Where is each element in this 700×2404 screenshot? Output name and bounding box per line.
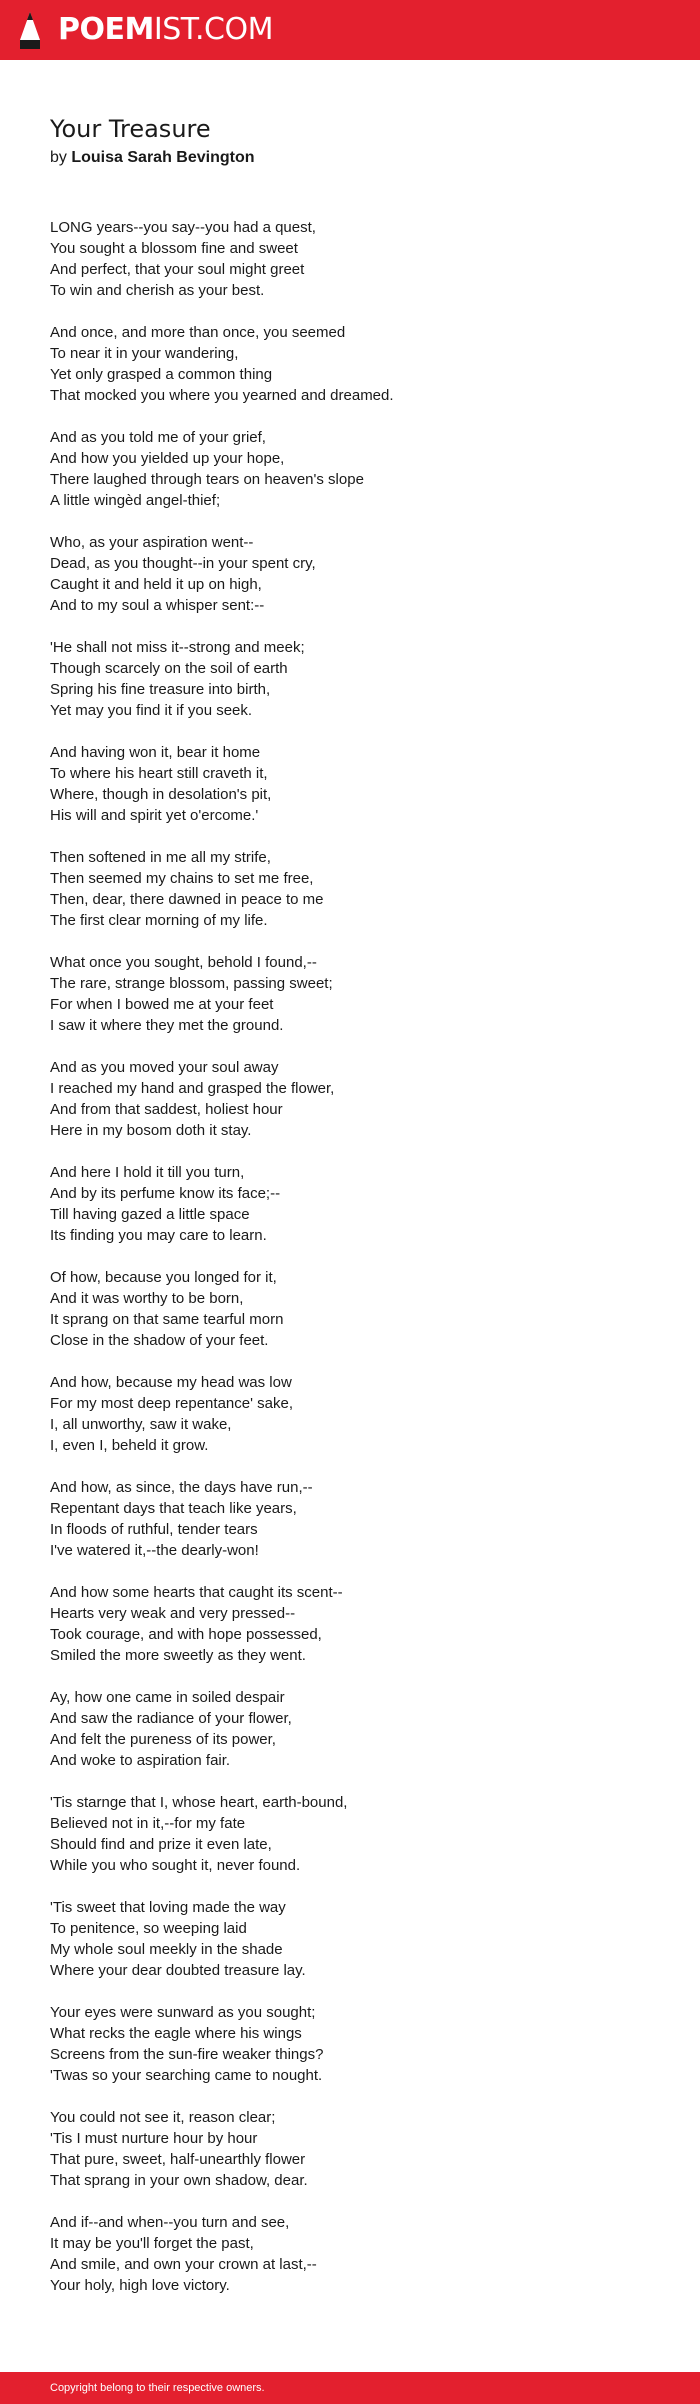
poem-line: I've watered it,--the dearly-won!: [50, 1542, 259, 1559]
stanza: [50, 322, 650, 406]
poem-line: To penitence, so weeping laid: [50, 1920, 247, 1937]
poem-line: Where, though in desolation's pit,: [50, 786, 272, 803]
poem-line: And smile, and own your crown at last,--: [50, 2256, 317, 2273]
author-name: Louisa Sarah Bevington: [71, 149, 255, 166]
stanza: [50, 1582, 650, 1666]
poem-line: Should find and prize it even late,: [50, 1836, 272, 1853]
poem-line: Your eyes were sunward as you sought;: [50, 2004, 316, 2021]
poem-line: You could not see it, reason clear;: [50, 2109, 276, 2126]
stanza: [50, 952, 650, 1036]
poem-line: And here I hold it till you turn,: [50, 1164, 245, 1181]
stanza: [50, 532, 650, 616]
stanza: [50, 427, 650, 511]
poem-line: LONG years--you say--you had a quest,: [50, 219, 316, 236]
poem-line: Till having gazed a little space: [50, 1206, 250, 1223]
stanza: [50, 742, 650, 826]
poem-line: And to my soul a whisper sent:--: [50, 597, 265, 614]
poem-line: And once, and more than once, you seemed: [50, 324, 346, 341]
poem-line: 'Twas so your searching came to nought.: [50, 2067, 323, 2084]
poem-line: Believed not in it,--for my fate: [50, 1815, 246, 1832]
stanza: [50, 1057, 650, 1141]
poem-line: You sought a blossom fine and sweet: [50, 240, 298, 257]
site-logo[interactable]: [58, 12, 273, 47]
poem-line: What recks the eagle where his wings: [50, 2025, 302, 2042]
poem-line: 'He shall not miss it--strong and meek;: [50, 639, 305, 656]
stanza: [50, 1477, 650, 1561]
poem-line: And having won it, bear it home: [50, 744, 261, 761]
poem-line: And as you told me of your grief,: [50, 429, 266, 446]
poem-line: In floods of ruthful, tender tears: [50, 1521, 258, 1538]
poem-line: My whole soul meekly in the shade: [50, 1941, 283, 1958]
poem-line: Your holy, high love victory.: [50, 2277, 230, 2294]
poem-line: And it was worthy to be born,: [50, 1290, 244, 1307]
stanza: [50, 1267, 650, 1351]
poem-line: For when I bowed me at your feet: [50, 996, 274, 1013]
poem-line: Caught it and held it up on high,: [50, 576, 262, 593]
poem-line: And how you yielded up your hope,: [50, 450, 285, 467]
poem-line: To where his heart still craveth it,: [50, 765, 268, 782]
poem-line: Repentant days that teach like years,: [50, 1500, 297, 1517]
poem-line: Yet only grasped a common thing: [50, 366, 273, 383]
poem-line: For my most deep repentance' sake,: [50, 1395, 293, 1412]
stanza: [50, 217, 650, 301]
poem-line: 'Tis starnge that I, whose heart, earth-bound,: [50, 1794, 348, 1811]
stanza: [50, 2002, 650, 2086]
poem-line: That pure, sweet, half-unearthly flower: [50, 2151, 306, 2168]
stanza: [50, 1372, 650, 1456]
poem-line: I, even I, beheld it grow.: [50, 1437, 209, 1454]
poem-line: Smiled the more sweetly as they went.: [50, 1647, 306, 1664]
poem-line: And perfect, that your soul might greet: [50, 261, 305, 278]
stanza: [50, 847, 650, 931]
poem-line: Yet may you find it if you seek.: [50, 702, 253, 719]
poem-line: Then seemed my chains to set me free,: [50, 870, 314, 887]
stanza: [50, 1687, 650, 1771]
byline: [50, 147, 650, 169]
poem-line: A little wingèd angel-thief;: [50, 492, 221, 509]
poem-line: And from that saddest, holiest hour: [50, 1101, 283, 1118]
stanza: [50, 1162, 650, 1246]
poem-line: Took courage, and with hope possessed,: [50, 1626, 322, 1643]
stanza: [50, 2212, 650, 2296]
poem-line: His will and spirit yet o'ercome.': [50, 807, 259, 824]
copyright-text: Copyright belong to their respective owners.: [50, 2382, 265, 2394]
stanza: [50, 637, 650, 721]
pencil-tip-icon: [18, 10, 42, 50]
logo-light-text: IST.COM: [153, 12, 273, 47]
poem-line: Ay, how one came in soiled despair: [50, 1689, 285, 1706]
stanza: [50, 2107, 650, 2191]
logo-bold-text: POEM: [58, 12, 154, 47]
by-label: by: [50, 149, 67, 166]
site-header: [0, 0, 700, 60]
poem-line: The first clear morning of my life.: [50, 912, 268, 929]
poem-line: Hearts very weak and very pressed--: [50, 1605, 296, 1622]
poem-line: I reached my hand and grasped the flower,: [50, 1080, 335, 1097]
poem-line: And if--and when--you turn and see,: [50, 2214, 290, 2231]
poem-line: That mocked you where you yearned and dreamed.: [50, 387, 394, 404]
poem-line: That sprang in your own shadow, dear.: [50, 2172, 308, 2189]
poem-line: It sprang on that same tearful morn: [50, 1311, 284, 1328]
poem-line: Though scarcely on the soil of earth: [50, 660, 288, 677]
poem-line: What once you sought, behold I found,--: [50, 954, 317, 971]
stanza: [50, 1897, 650, 1981]
poem-content: [50, 113, 650, 2317]
poem-line: Where your dear doubted treasure lay.: [50, 1962, 306, 1979]
poem-line: And how, as since, the days have run,--: [50, 1479, 313, 1496]
poem-line: To near it in your wandering,: [50, 345, 239, 362]
site-footer: [0, 2372, 700, 2404]
poem-line: And felt the pureness of its power,: [50, 1731, 276, 1748]
poem-line: Spring his fine treasure into birth,: [50, 681, 271, 698]
poem-line: The rare, strange blossom, passing sweet;: [50, 975, 333, 992]
poem-line: I, all unworthy, saw it wake,: [50, 1416, 232, 1433]
poem-line: And as you moved your soul away: [50, 1059, 279, 1076]
poem-line: Of how, because you longed for it,: [50, 1269, 277, 1286]
poem-line: And how some hearts that caught its scent--: [50, 1584, 343, 1601]
stanza: [50, 1792, 650, 1876]
poem-line: Then, dear, there dawned in peace to me: [50, 891, 324, 908]
poem-title: Your Treasure: [50, 115, 211, 143]
poem-line: Screens from the sun-fire weaker things?: [50, 2046, 324, 2063]
poem-line: 'Tis sweet that loving made the way: [50, 1899, 286, 1916]
poem-line: Here in my bosom doth it stay.: [50, 1122, 252, 1139]
poem-line: And how, because my head was low: [50, 1374, 292, 1391]
poem-line: Then softened in me all my strife,: [50, 849, 271, 866]
poem-line: And by its perfume know its face;--: [50, 1185, 281, 1202]
poem-line: I saw it where they met the ground.: [50, 1017, 284, 1034]
poem-line: To win and cherish as your best.: [50, 282, 265, 299]
poem-line: While you who sought it, never found.: [50, 1857, 301, 1874]
poem-line: There laughed through tears on heaven's slope: [50, 471, 364, 488]
poem-line: 'Tis I must nurture hour by hour: [50, 2130, 258, 2147]
poem-line: Dead, as you thought--in your spent cry,: [50, 555, 316, 572]
poem-line: And woke to aspiration fair.: [50, 1752, 231, 1769]
poem-line: Close in the shadow of your feet.: [50, 1332, 269, 1349]
poem-line: And saw the radiance of your flower,: [50, 1710, 292, 1727]
poem-line: It may be you'll forget the past,: [50, 2235, 254, 2252]
poem-line: Its finding you may care to learn.: [50, 1227, 267, 1244]
poem-body: [50, 217, 650, 2296]
poem-line: Who, as your aspiration went--: [50, 534, 254, 551]
